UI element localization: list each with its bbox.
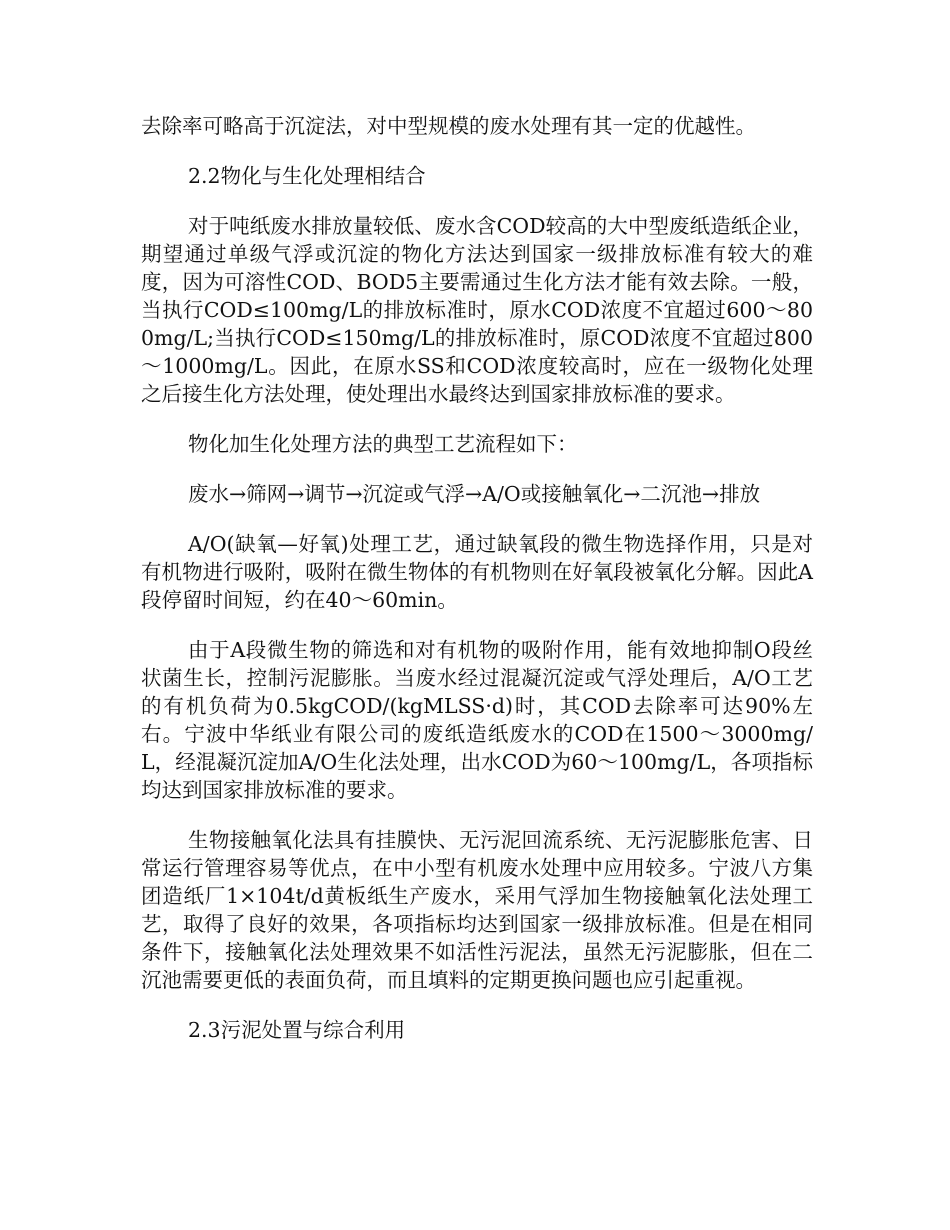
document-body xyxy=(141,112,813,1066)
paragraph-continuation: 去除率可略高于沉淀法，对中型规模的废水处理有其一定的优越性。 xyxy=(141,114,756,138)
paragraph-body: 由于A段微生物的筛选和对有机物的吸附作用，能有效地抑制O段丝状菌生长，控制污泥膨胀。当废水经过混凝沉淀或气浮处理后，A/O工艺的有机负荷为0.5kgCOD/(kgMLSS·d)时，其COD去除率可达90%左右。宁波中华纸业有限公司的废纸造纸废水的COD在1500～3000mg/L，经混凝沉淀加A/O生化法处理，出水COD为60～100mg/L，各项指标均达到国家排放标准的要求。 xyxy=(141,638,813,802)
paragraph-body: 对于吨纸废水排放量较低、废水含COD较高的大中型废纸造纸企业，期望通过单级气浮或沉淀的物化方法达到国家一级排放标准有较大的难度，因为可溶性COD、BOD5主要需通过生化方法才能有效去除。一般，当执行COD≤100mg/L的排放标准时，原水COD浓度不宜超过600～800mg/L;当执行COD≤150mg/L的排放标准时，原COD浓度不宜超过800～1000mg/L。因此，在原水SS和COD浓度较高时，应在一级物化处理之后接生化方法处理，使处理出水最终达到国家排放标准的要求。 xyxy=(141,214,813,406)
section-heading-2-3: 2.3污泥处置与综合利用 xyxy=(188,1018,406,1042)
paragraph-body: 生物接触氧化法具有挂膜快、无污泥回流系统、无污泥膨胀危害、日常运行管理容易等优点，在中小型有机废水处理中应用较多。宁波八方集团造纸厂1×104t/d黄板纸生产废水，采用气浮加生物接触氧化法处理工艺，取得了良好的效果，各项指标均达到国家一级排放标准。但是在相同条件下，接触氧化法处理效果不如活性污泥法，虽然无污泥膨胀，但在二沉池需要更低的表面负荷，而且填料的定期更换问题也应引起重视。 xyxy=(141,828,813,992)
process-flow-line: 废水→筛网→调节→沉淀或气浮→A/O或接触氧化→二沉池→排放 xyxy=(188,482,761,506)
paragraph-body: 物化加生化处理方法的典型工艺流程如下： xyxy=(188,432,578,456)
section-heading-2-2: 2.2物化与生化处理相结合 xyxy=(188,164,426,188)
paragraph-body: A/O(缺氧—好氧)处理工艺，通过缺氧段的微生物选择作用，只是对有机物进行吸附，吸附在微生物体的有机物则在好氧段被氧化分解。因此A段停留时间短，约在40～60min。 xyxy=(141,532,813,612)
